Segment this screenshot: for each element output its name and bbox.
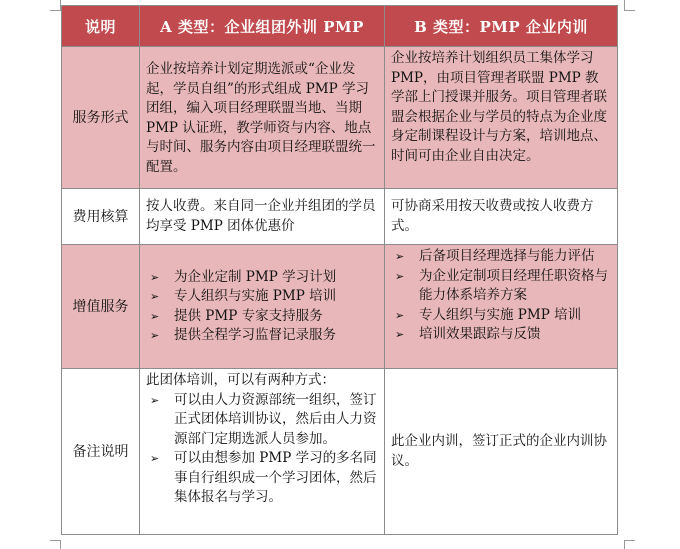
list-item-text: 专人组织与实施 PMP 培训: [419, 306, 582, 323]
row-notes: [62, 369, 618, 535]
notes-a-cell: [140, 369, 385, 535]
list-item-text: 为企业定制 PMP 学习计划: [174, 268, 337, 285]
row-label-service: 服务形式: [62, 47, 140, 189]
value-b-cell: [385, 245, 618, 369]
header-description: 说明: [62, 6, 140, 47]
arrow-bullet-icon: ➢: [150, 290, 160, 303]
notes-a-list: [146, 391, 378, 508]
arrow-bullet-icon: ➢: [395, 328, 405, 341]
row-fee: [62, 189, 618, 245]
notes-b-cell: 此企业内训，签订正式的企业内训协议。: [385, 369, 618, 535]
arrow-bullet-icon: ➢: [150, 309, 160, 323]
list-item: [146, 287, 378, 307]
list-item-text: 培训效果跟踪与反馈: [419, 326, 541, 342]
list-item-text: 可以由人力资源部统一组织，签订正式团体培训协议，然后由人力资源部门定期选派人员参加。: [174, 391, 377, 447]
arrow-bullet-icon: ➢: [395, 308, 405, 322]
row-label-notes: 备注说明: [62, 369, 140, 535]
fee-b-cell: 可协商采用按天收费或按人收费方式。: [385, 189, 618, 245]
arrow-bullet-icon: ➢: [150, 270, 160, 284]
list-item: [146, 326, 378, 346]
crop-mark-top-right: [624, 0, 635, 11]
list-item-text: 提供 PMP 专家支持服务: [174, 307, 323, 324]
header-type-a: A 类型：企业组团外训 PMP: [140, 6, 385, 47]
list-item: [146, 449, 378, 508]
header-type-b: B 类型：PMP 企业内训: [385, 6, 618, 47]
list-item: [146, 307, 378, 327]
crop-mark-top-left: [50, 0, 61, 11]
list-item: [146, 268, 378, 288]
value-b-list: [391, 247, 611, 345]
header-row: [62, 6, 618, 47]
service-a-cell: 企业按培养计划定期选派或“企业发起，学员自组”的形式组成 PMP 学习团组，编入项目经理联盟当地、当期 PMP 认证班，教学师资与内容、地点与时间、服务内容由项目经理联盟统一配置。: [140, 47, 385, 189]
arrow-bullet-icon: ➢: [150, 393, 160, 407]
list-item-text: 提供全程学习监督记录服务: [174, 327, 336, 343]
row-service: [62, 47, 618, 189]
arrow-bullet-icon: ➢: [395, 269, 405, 283]
service-b-cell: 企业按培养计划组织员工集体学习 PMP，由项目管理者联盟 PMP 教学部上门授课并服务。项目管理者联盟会根据企业与学员的特点为企业度身定制课程设计与方案，培训地点、时间可由企业自由决定。: [385, 47, 618, 189]
list-item: [391, 267, 611, 306]
value-a-list: [146, 268, 378, 346]
list-item-text: 可以由想参加 PMP 学习的多名同事自行组织成一个学习团体，然后集体报名与学习。: [174, 450, 377, 505]
list-item: [391, 306, 611, 326]
notes-a-intro: 此团体培训，可以有两种方式：: [146, 372, 335, 388]
arrow-bullet-icon: ➢: [395, 250, 405, 263]
row-label-value-added: 增值服务: [62, 245, 140, 369]
arrow-bullet-icon: ➢: [150, 452, 160, 465]
list-item-text: 为企业定制项目经理任职资格与能力体系培养方案: [419, 267, 608, 303]
list-item: [146, 391, 378, 450]
arrow-bullet-icon: ➢: [150, 329, 160, 342]
list-item-text: 专人组织与实施 PMP 培训: [174, 288, 337, 304]
row-label-fee: 费用核算: [62, 189, 140, 245]
fee-a-cell: 按人收费。来自同一企业并组团的学员均享受 PMP 团体优惠价: [140, 189, 385, 245]
comparison-table: [61, 5, 618, 535]
list-item-text: 后备项目经理选择与能力评估: [419, 248, 595, 264]
value-a-cell: [140, 245, 385, 369]
list-item: [391, 325, 611, 345]
row-value-added: [62, 245, 618, 369]
list-item: [391, 247, 611, 267]
